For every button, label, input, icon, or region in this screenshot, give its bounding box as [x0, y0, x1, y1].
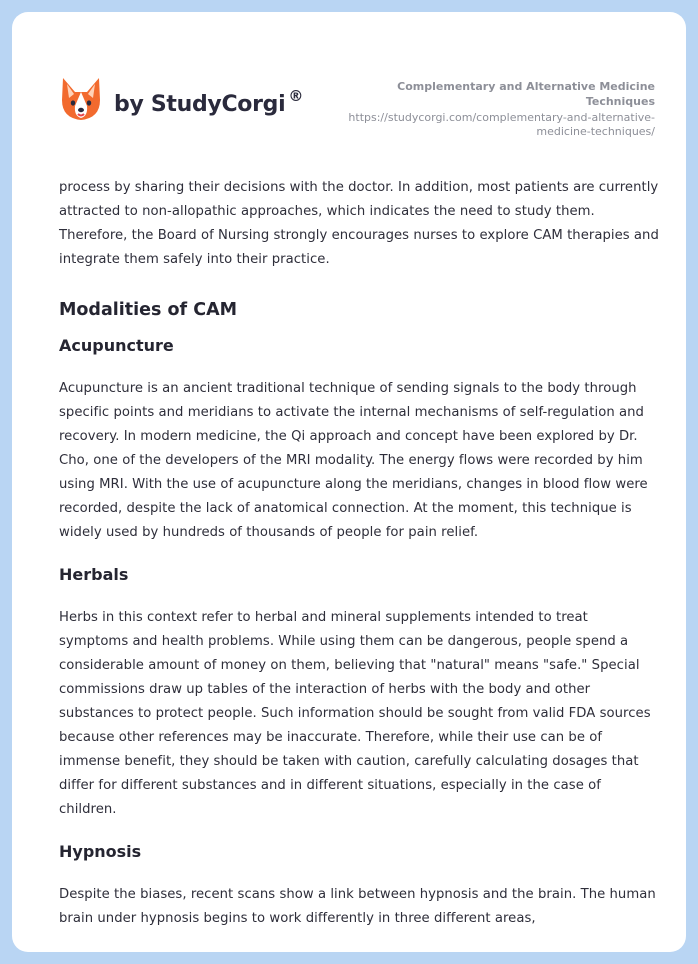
document-title: Complementary and Alternative Medicine Techniques — [397, 80, 655, 108]
document-page — [12, 12, 686, 952]
article-content — [59, 176, 659, 931]
herbals-heading: Herbals — [59, 565, 129, 584]
herbals-paragraph: Herbs in this context refer to herbal and mineral supplements intended to treat symptoms and health problems. While using them can be dangerous, people spend a considerable amount of money on them, believing that "natural" means "safe." Special commissions draw up tables of the interaction of herbs with the body and other substances to protect people. Such information should be sought from valid FDA sources because other references may be inaccurate. Therefore, while their use can be of immense benefit, they should be taken with caution, carefully calculating dosages that differ for different substances and in different situations, especially in the case of children. — [59, 610, 651, 817]
acupuncture-paragraph: Acupuncture is an ancient traditional technique of sending signals to the body through specific points and meridians to activate the internal mechanisms of self-regulation and recovery. In modern medicine, the Qi approach and concept have been explored by Dr. Cho, one of the developers of the MRI modality. The energy flows were recorded by him using MRI. With the use of acupuncture along the meridians, changes in blood flow were recorded, despite the lack of anatomical connection. At the moment, this technique is widely used by hundreds of thousands of people for pain relief. — [59, 381, 648, 540]
section-heading: Modalities of CAM — [59, 300, 238, 320]
header — [12, 12, 686, 162]
document-meta — [325, 79, 655, 139]
hypnosis-paragraph: Despite the biases, recent scans show a link between hypnosis and the brain. The human brain under hypnosis begins to work differently in three different areas, — [59, 887, 656, 926]
acupuncture-heading: Acupuncture — [59, 336, 174, 355]
intro-paragraph: process by sharing their decisions with the doctor. In addition, most patients are currently attracted to non-allopathic approaches, which indicates the need to study them. Therefore, the Board of Nursing strongly encourages nurses to explore CAM therapies and integrate them safely into their practice. — [59, 180, 659, 267]
hypnosis-heading: Hypnosis — [59, 842, 142, 861]
corgi-logo-icon — [60, 76, 102, 122]
document-url[interactable]: https://studycorgi.com/complementary-and-alternative-medicine-techniques/ — [348, 111, 655, 138]
studycorgi-logo[interactable] — [60, 76, 303, 122]
brand-name: by StudyCorgi ® — [114, 87, 304, 117]
